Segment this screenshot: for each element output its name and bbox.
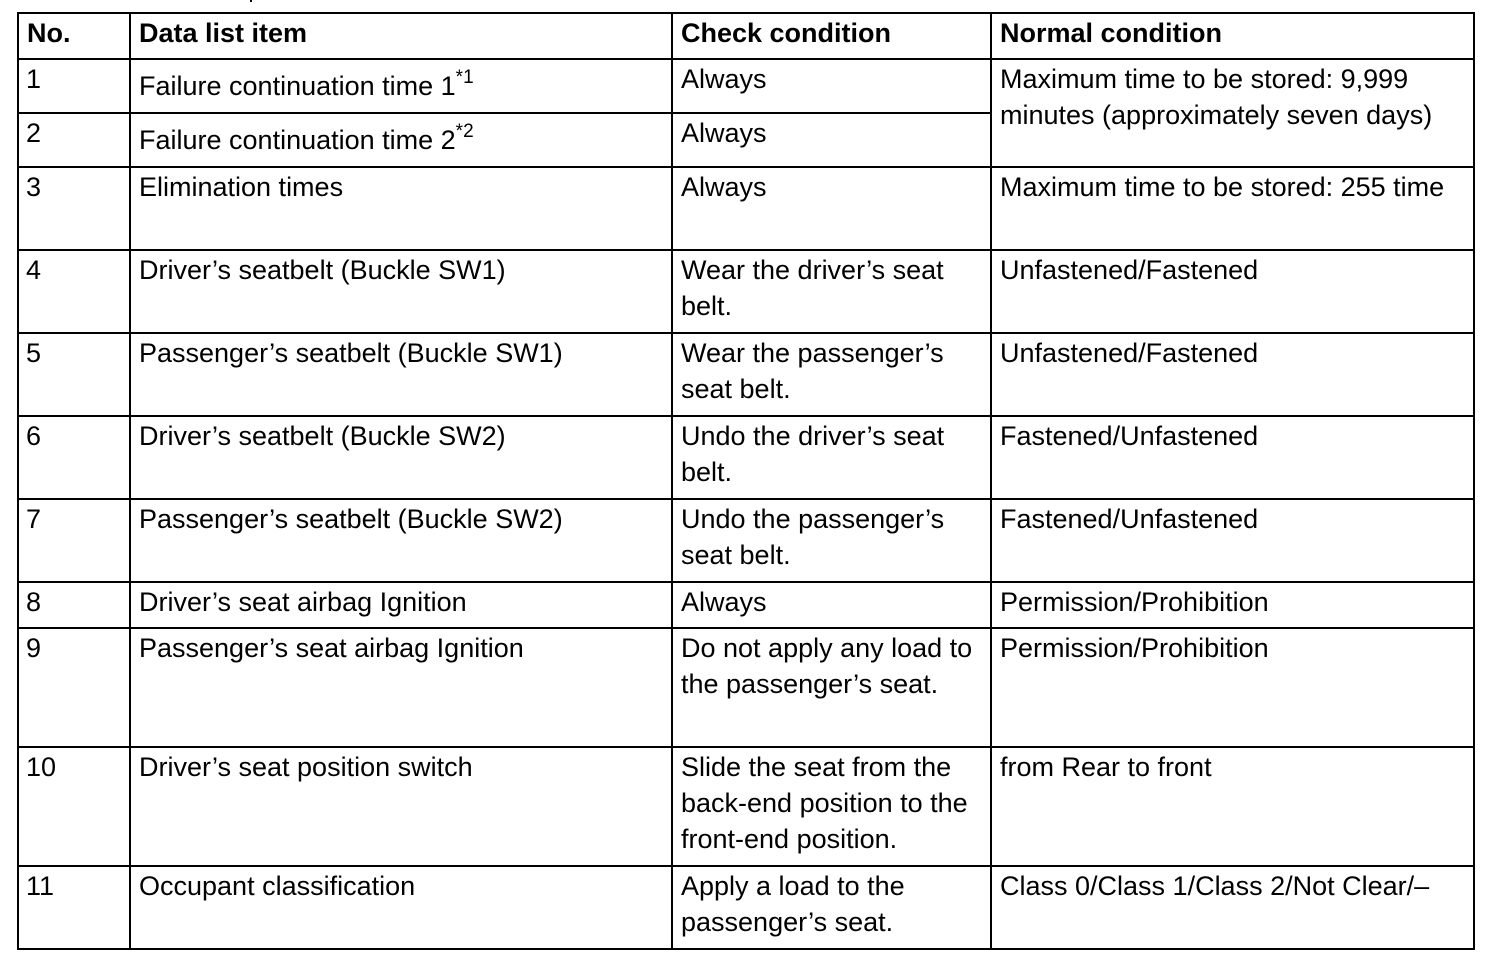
- header-normal-condition: Normal condition: [991, 13, 1474, 59]
- normal-condition: Maximum time to be stored: 9,999 minutes (approximately seven days): [991, 59, 1474, 167]
- check-condition: Always: [672, 59, 991, 113]
- row-number: 11: [18, 866, 130, 949]
- data-list-item: Passenger’s seat airbag Ignition: [130, 628, 672, 747]
- row-number: 7: [18, 499, 130, 582]
- table-row: [18, 59, 1474, 113]
- normal-condition: Unfastened/Fastened: [991, 333, 1474, 416]
- normal-condition: Unfastened/Fastened: [991, 250, 1474, 333]
- footnote-marker: *2: [455, 121, 474, 142]
- check-condition: Always: [672, 167, 991, 250]
- row-number: 4: [18, 250, 130, 333]
- check-condition: Do not apply any load to the passenger’s seat.: [672, 628, 991, 747]
- check-condition: Undo the passenger’s seat belt.: [672, 499, 991, 582]
- data-list-item: Occupant classification: [130, 866, 672, 949]
- normal-condition: Maximum time to be stored: 255 time: [991, 167, 1474, 250]
- check-condition: Slide the seat from the back-end position to the front-end position.: [672, 747, 991, 866]
- check-condition: Wear the passenger’s seat belt.: [672, 333, 991, 416]
- page-edge-fragment: [250, 0, 258, 2]
- footnote-marker: *1: [455, 67, 474, 88]
- table-row: [18, 333, 1474, 416]
- item-text: Failure continuation time 2: [139, 125, 456, 155]
- table-row: [18, 167, 1474, 250]
- table-row: [18, 628, 1474, 747]
- normal-condition: Fastened/Unfastened: [991, 416, 1474, 499]
- row-number: 2: [18, 113, 130, 167]
- data-list-item: [130, 113, 672, 167]
- data-list-item: Driver’s seat airbag Ignition: [130, 582, 672, 628]
- data-list-item: Elimination times: [130, 167, 672, 250]
- check-condition: Apply a load to the passenger’s seat.: [672, 866, 991, 949]
- row-number: 5: [18, 333, 130, 416]
- normal-condition: Fastened/Unfastened: [991, 499, 1474, 582]
- row-number: 9: [18, 628, 130, 747]
- data-list-item: [130, 59, 672, 113]
- data-list-item: Driver’s seatbelt (Buckle SW2): [130, 416, 672, 499]
- table-row: [18, 250, 1474, 333]
- data-list-item: Passenger’s seatbelt (Buckle SW1): [130, 333, 672, 416]
- row-number: 10: [18, 747, 130, 866]
- row-number: 3: [18, 167, 130, 250]
- table-row: [18, 416, 1474, 499]
- data-list-item: Driver’s seatbelt (Buckle SW1): [130, 250, 672, 333]
- normal-condition: Permission/Prohibition: [991, 628, 1474, 747]
- normal-condition: Class 0/Class 1/Class 2/Not Clear/–: [991, 866, 1474, 949]
- data-list-table: [17, 12, 1475, 950]
- row-number: 1: [18, 59, 130, 113]
- check-condition: Always: [672, 113, 991, 167]
- row-number: 6: [18, 416, 130, 499]
- data-list-item: Driver’s seat position switch: [130, 747, 672, 866]
- header-check-condition: Check condition: [672, 13, 991, 59]
- table-row: [18, 499, 1474, 582]
- table-row: [18, 747, 1474, 866]
- check-condition: Wear the driver’s seat belt.: [672, 250, 991, 333]
- table-row: [18, 582, 1474, 628]
- header-no: No.: [18, 13, 130, 59]
- table-row: [18, 866, 1474, 949]
- normal-condition: from Rear to front: [991, 747, 1474, 866]
- table-header-row: [18, 13, 1474, 59]
- data-list-item: Passenger’s seatbelt (Buckle SW2): [130, 499, 672, 582]
- check-condition: Undo the driver’s seat belt.: [672, 416, 991, 499]
- normal-condition: Permission/Prohibition: [991, 582, 1474, 628]
- item-text: Failure continuation time 1: [139, 71, 456, 101]
- header-data-list-item: Data list item: [130, 13, 672, 59]
- check-condition: Always: [672, 582, 991, 628]
- row-number: 8: [18, 582, 130, 628]
